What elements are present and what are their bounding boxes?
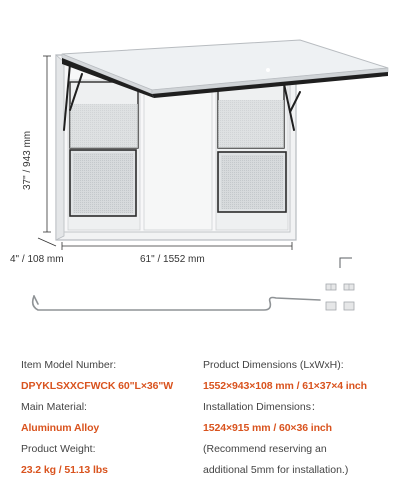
material-value: Aluminum Alloy [21, 422, 100, 434]
product-dimensions-label: Product Dimensions (LxWxH): [203, 359, 344, 371]
bracket-icons [326, 284, 354, 310]
width-label: 61" / 1552 mm [140, 254, 205, 265]
installation-dimensions-label: Installation Dimensions： [203, 401, 322, 413]
weight-value: 23.2 kg / 51.13 lbs [21, 464, 108, 476]
height-dimension-line [43, 56, 51, 232]
specifications [0, 352, 402, 500]
allen-key-icon [340, 258, 352, 268]
product-dimensions-value: 1552×943×108 mm / 61×37×4 inch [203, 380, 367, 392]
installation-dimensions-value: 1524×915 mm / 60×36 inch [203, 422, 332, 434]
hook-rod [33, 296, 320, 310]
right-sliding-window [218, 82, 286, 212]
installation-note-line-2: additional 5mm for installation.) [203, 464, 349, 476]
model-number-label: Item Model Number: [21, 359, 117, 371]
weight-label: Product Weight: [21, 443, 96, 455]
height-label: 37" / 943 mm [22, 130, 33, 190]
width-dimension-line [62, 242, 292, 250]
installation-note-line-1: (Recommend reserving an [203, 443, 327, 455]
model-number-value: DPYKLSXXCFWCK 60"L×36"W [21, 380, 174, 392]
material-label: Main Material: [21, 401, 87, 413]
depth-label: 4" / 108 mm [10, 254, 64, 265]
depth-dimension-line [38, 238, 56, 246]
